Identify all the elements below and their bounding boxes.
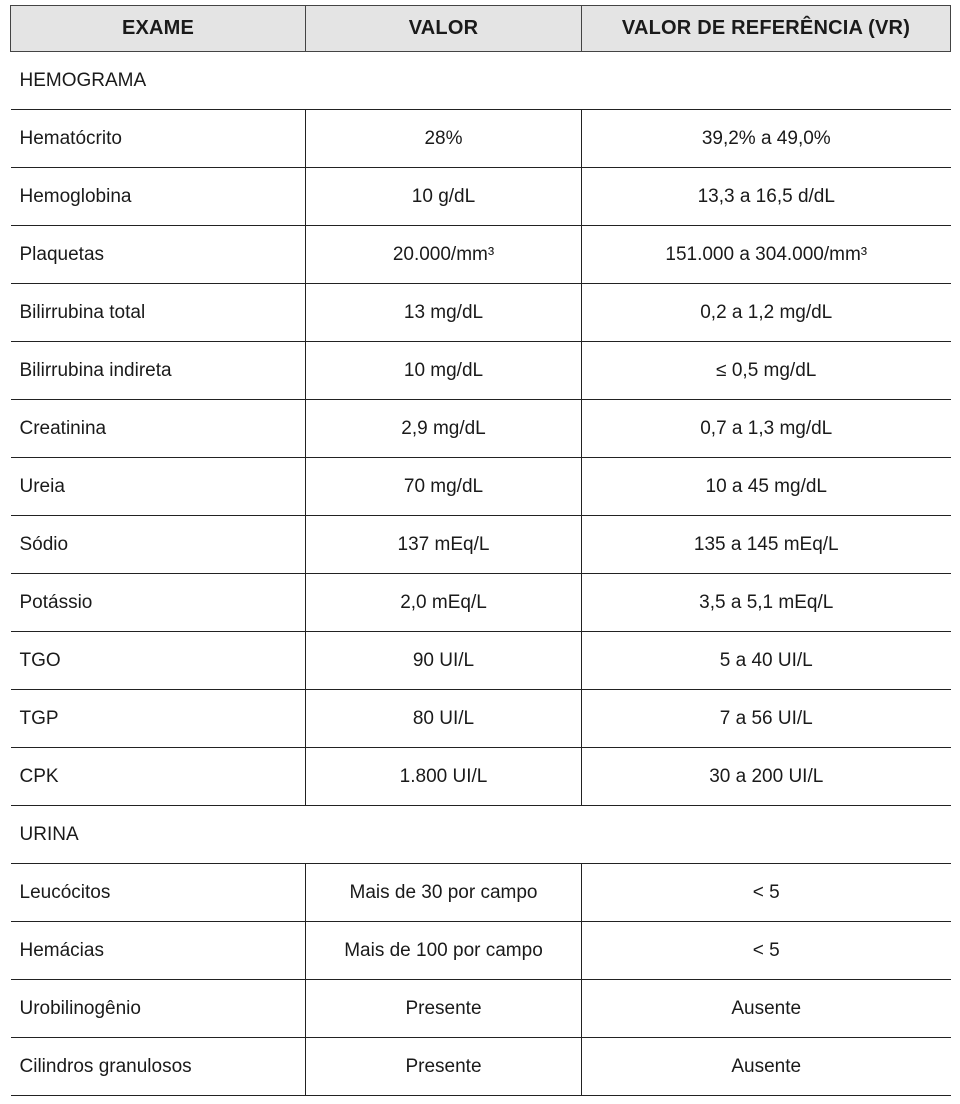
value-cell: 20.000/mm³ <box>306 226 582 284</box>
table-row <box>11 922 951 980</box>
exam-name-cell: Bilirrubina indireta <box>11 342 306 400</box>
table-header <box>11 6 951 52</box>
exam-name-cell: Plaquetas <box>11 226 306 284</box>
section-title: URINA <box>11 806 951 864</box>
exam-name-cell: Sódio <box>11 516 306 574</box>
value-cell: Mais de 30 por campo <box>306 864 582 922</box>
table-row <box>11 110 951 168</box>
table-row <box>11 226 951 284</box>
table-row <box>11 1038 951 1096</box>
table-body <box>11 52 951 1096</box>
exam-name-cell: Bilirrubina total <box>11 284 306 342</box>
reference-cell: 13,3 a 16,5 d/dL <box>582 168 951 226</box>
exam-name-cell: Ureia <box>11 458 306 516</box>
exam-name-cell: Hemácias <box>11 922 306 980</box>
reference-cell: 151.000 a 304.000/mm³ <box>582 226 951 284</box>
reference-cell: < 5 <box>582 922 951 980</box>
table-row <box>11 400 951 458</box>
table-row <box>11 864 951 922</box>
value-cell: 2,9 mg/dL <box>306 400 582 458</box>
exam-name-cell: TGO <box>11 632 306 690</box>
header-row <box>11 6 951 52</box>
exam-name-cell: Potássio <box>11 574 306 632</box>
value-cell: 10 mg/dL <box>306 342 582 400</box>
value-cell: 1.800 UI/L <box>306 748 582 806</box>
lab-results-table <box>10 5 951 1096</box>
table-row <box>11 168 951 226</box>
value-cell: 137 mEq/L <box>306 516 582 574</box>
table-row <box>11 516 951 574</box>
exam-name-cell: Hemoglobina <box>11 168 306 226</box>
value-cell: Presente <box>306 980 582 1038</box>
reference-cell: 3,5 a 5,1 mEq/L <box>582 574 951 632</box>
value-cell: 28% <box>306 110 582 168</box>
table-row <box>11 632 951 690</box>
section-title: HEMOGRAMA <box>11 52 951 110</box>
reference-cell: < 5 <box>582 864 951 922</box>
value-cell: 10 g/dL <box>306 168 582 226</box>
table-row <box>11 284 951 342</box>
reference-cell: 0,2 a 1,2 mg/dL <box>582 284 951 342</box>
table-row <box>11 574 951 632</box>
exam-name-cell: Cilindros granulosos <box>11 1038 306 1096</box>
table-row <box>11 690 951 748</box>
section-row <box>11 52 951 110</box>
reference-cell: 10 a 45 mg/dL <box>582 458 951 516</box>
reference-cell: 7 a 56 UI/L <box>582 690 951 748</box>
header-exam: EXAME <box>11 6 306 52</box>
reference-cell: 39,2% a 49,0% <box>582 110 951 168</box>
table-row <box>11 458 951 516</box>
exam-name-cell: TGP <box>11 690 306 748</box>
exam-name-cell: Leucócitos <box>11 864 306 922</box>
value-cell: 2,0 mEq/L <box>306 574 582 632</box>
reference-cell: 0,7 a 1,3 mg/dL <box>582 400 951 458</box>
exam-name-cell: Creatinina <box>11 400 306 458</box>
value-cell: 90 UI/L <box>306 632 582 690</box>
reference-cell: 135 a 145 mEq/L <box>582 516 951 574</box>
reference-cell: Ausente <box>582 1038 951 1096</box>
table-row <box>11 980 951 1038</box>
header-value: VALOR <box>306 6 582 52</box>
section-row <box>11 806 951 864</box>
reference-cell: ≤ 0,5 mg/dL <box>582 342 951 400</box>
value-cell: Presente <box>306 1038 582 1096</box>
value-cell: Mais de 100 por campo <box>306 922 582 980</box>
value-cell: 70 mg/dL <box>306 458 582 516</box>
header-reference: VALOR DE REFERÊNCIA (VR) <box>582 6 951 52</box>
exam-name-cell: Urobilinogênio <box>11 980 306 1038</box>
exam-name-cell: Hematócrito <box>11 110 306 168</box>
table-row <box>11 748 951 806</box>
value-cell: 80 UI/L <box>306 690 582 748</box>
value-cell: 13 mg/dL <box>306 284 582 342</box>
reference-cell: Ausente <box>582 980 951 1038</box>
exam-name-cell: CPK <box>11 748 306 806</box>
table-row <box>11 342 951 400</box>
reference-cell: 5 a 40 UI/L <box>582 632 951 690</box>
reference-cell: 30 a 200 UI/L <box>582 748 951 806</box>
